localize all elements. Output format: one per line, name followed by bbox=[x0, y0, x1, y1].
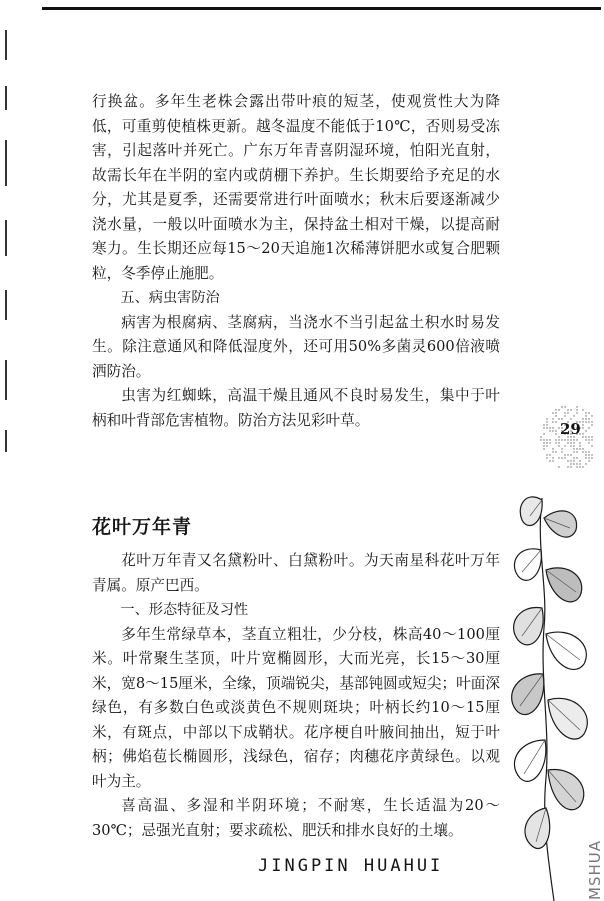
page-number: 29 bbox=[560, 420, 581, 438]
care-paragraph: 行换盆。多年生老株会露出带叶痕的短茎，使观赏性大为降低，可重剪使植株更新。越冬温度不能低于10℃，否则易受冻害，引起落叶并死亡。广东万年青喜阴湿环境，怕阳光直射，故需长年在半阴的室内或荫棚下养护。生长期要给予充足的水分，尤其是夏季，还需要常进行叶面喷水；秋末后要逐渐减少浇水量，一般以叶面喷水为主，保持盆土相对干燥，以提高耐寒力。生长期还应每15～20天追施1次稀薄饼肥水或复合肥颗粒，冬季停止施肥。 bbox=[92, 93, 500, 282]
footer-series-title: JINGPIN HUAHUI bbox=[258, 856, 444, 876]
plant-leaf bbox=[546, 568, 582, 602]
plant-leaf bbox=[514, 549, 541, 581]
intro-paragraph: 花叶万年青又名黛粉叶、白黛粉叶。为天南星科花叶万年青属。原产巴西。 bbox=[92, 552, 500, 594]
pest-paragraph: 虫害为红蜘蛛，高温干燥且通风不良时易发生，集中于叶柄和叶背部危害植物。防治方法见彩叶草。 bbox=[92, 387, 500, 429]
top-rule bbox=[42, 7, 601, 10]
plant-leaf bbox=[546, 632, 586, 669]
article-title: 花叶万年青 bbox=[92, 516, 193, 538]
plant-illustration bbox=[496, 478, 601, 901]
pest-control-heading: 五、病虫害防治 bbox=[120, 290, 220, 306]
plant-leaf bbox=[520, 497, 542, 526]
scan-margin-marks bbox=[5, 30, 9, 450]
disease-paragraph: 病害为根腐病、茎腐病，当浇水不当引起盆土积水时易发生。除注意通风和降低湿度外，还可用50%多菌灵600倍液喷洒防治。 bbox=[92, 313, 500, 380]
habit-paragraph: 喜高温、多湿和半阴环境；不耐寒，生长适温为20～30℃；忌强光直射；要求疏松、肥沃和排水良好的土壤。 bbox=[92, 797, 500, 839]
section-care-text bbox=[92, 90, 500, 433]
plant-leaf bbox=[548, 770, 584, 810]
morphology-paragraph: 多年生常绿草本，茎直立粗壮，少分枝，株高40～100厘米。叶常聚生茎顶，叶片宽椭圆形，大而光亮，长15～30厘米，宽8～15厘米，全缘，顶端锐尖，基部钝圆或短尖；叶面深绿色，有多数白色或淡黄色不规则斑块；叶柄长约10～15厘米，有斑点，中部以下成鞘状。花序梗自叶腋间抽出，短于叶柄；佛焰苞长椭圆形，浅绿色，宿存；肉穗花序黄绿色。以观叶为主。 bbox=[92, 625, 500, 790]
section-description-text bbox=[92, 549, 500, 843]
watermark: MSHUA bbox=[586, 840, 604, 900]
morphology-heading: 一、形态特征及习性 bbox=[120, 602, 249, 618]
plant-leaf bbox=[525, 808, 550, 848]
